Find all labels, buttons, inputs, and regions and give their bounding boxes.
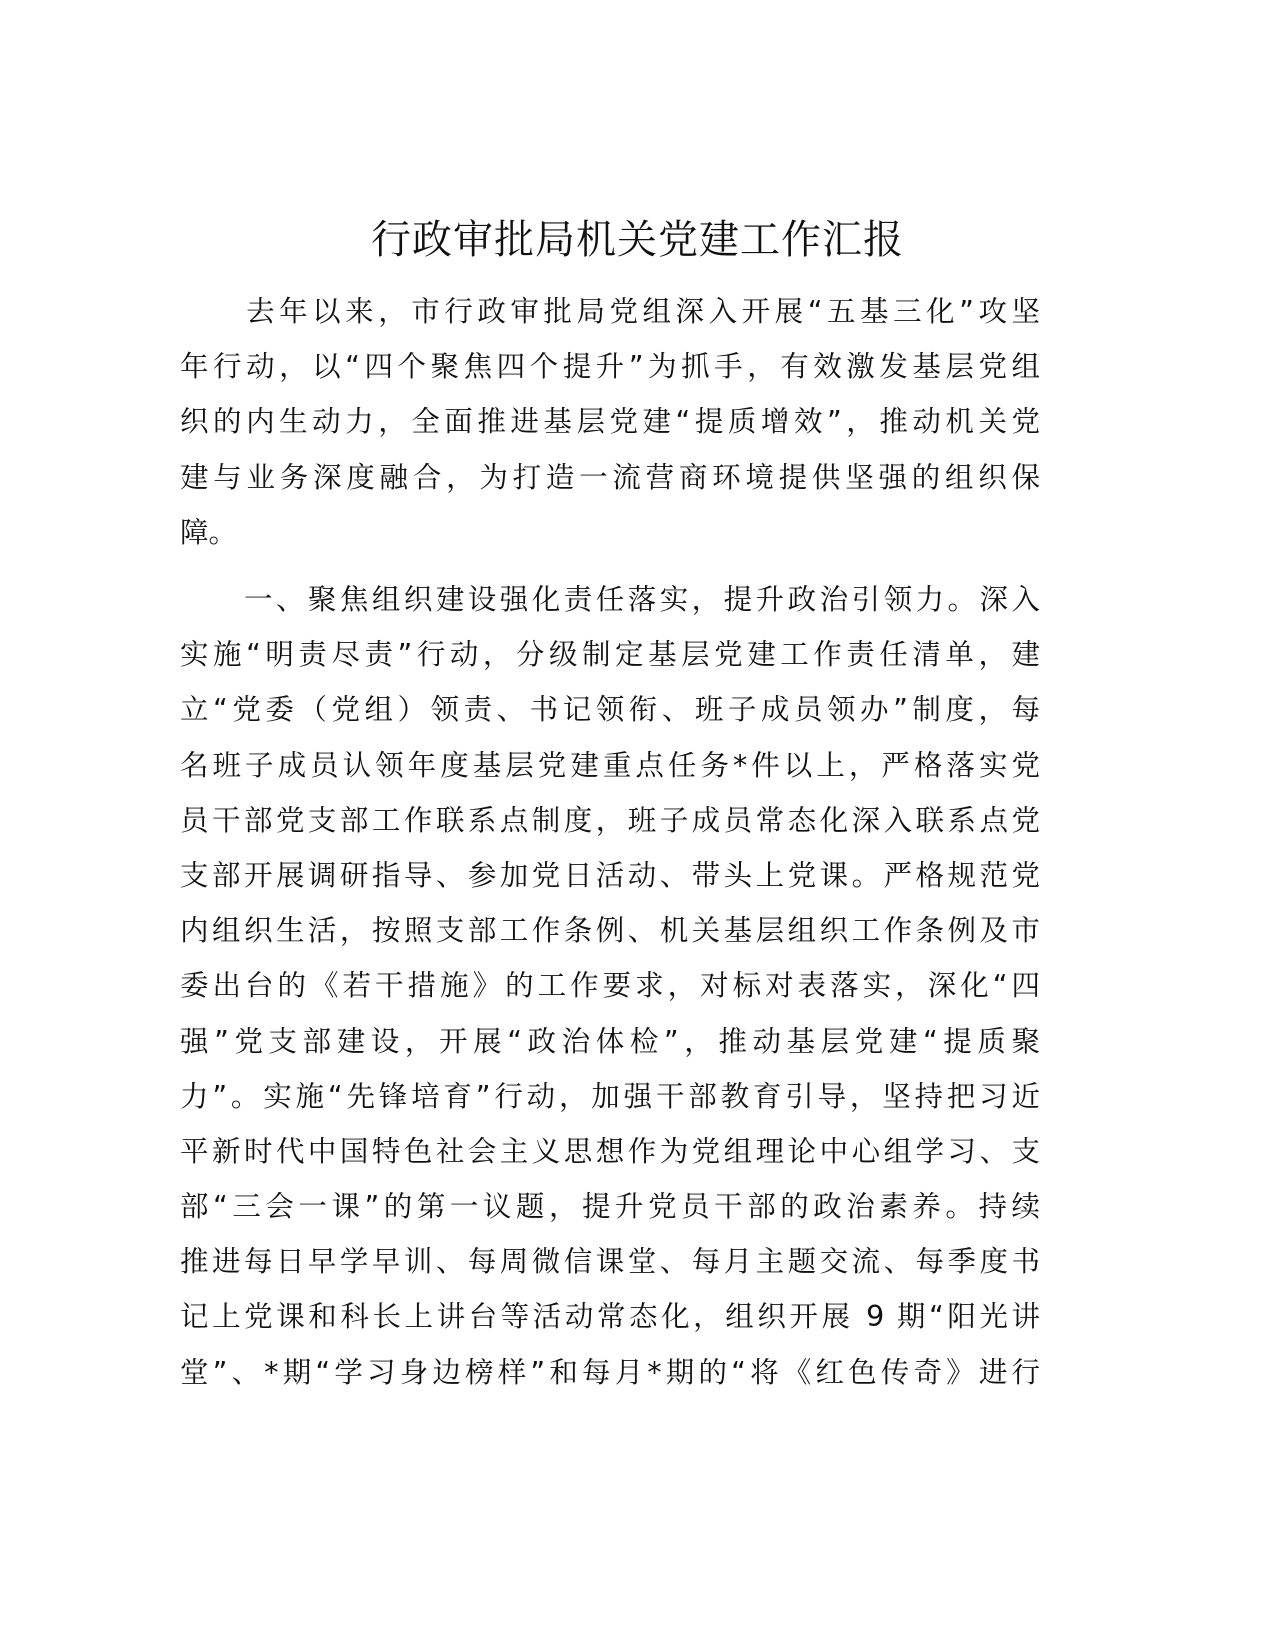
text-line: 堂”、*期“学习身边榜样”和每月*期的“将《红色传奇》进行	[180, 1355, 1040, 1389]
text-line: 力”。实施“先锋培育”行动，加强干部教育引导，坚持把习近	[180, 1079, 1040, 1113]
text-line: 障。	[180, 515, 238, 549]
text-line: 委出台的《若干措施》的工作要求，对标对表落实，深化“四	[180, 969, 1040, 1003]
text-line: 实施“明责尽责”行动，分级制定基层党建工作责任清单，建	[180, 638, 1040, 672]
text-line: 记上党课和科长上讲台等活动常态化，组织开展 9 期“阳光讲	[180, 1300, 1040, 1334]
text-line: 一、聚焦组织建设强化责任落实，提升政治引领力。深入	[180, 583, 1040, 616]
text-line: 内组织生活，按照支部工作条例、机关基层组织工作条例及市	[180, 914, 1040, 948]
text-line: 织的内生动力，全面推进基层党建“提质增效”，推动机关党	[180, 405, 1040, 439]
text-line: 部“三会一课”的第一议题，提升党员干部的政治素养。持续	[180, 1190, 1040, 1224]
paragraph-section-1	[180, 572, 1040, 1400]
text-line: 立“党委（党组）领责、书记领衔、班子成员领办”制度，每	[180, 693, 1040, 727]
text-line: 名班子成员认领年度基层党建重点任务*件以上，严格落实党	[180, 748, 1040, 782]
text-line: 平新时代中国特色社会主义思想作为党组理论中心组学习、支	[180, 1134, 1040, 1168]
text-line: 支部开展调研指导、参加党日活动、带头上党课。严格规范党	[180, 858, 1040, 892]
text-line: 推进每日早学早训、每周微信课堂、每月主题交流、每季度书	[180, 1245, 1040, 1279]
text-line: 去年以来，市行政审批局党组深入开展“五基三化”攻坚	[180, 295, 1040, 328]
text-line: 建与业务深度融合，为打造一流营商环境提供坚强的组织保	[180, 460, 1040, 494]
text-line: 强”党支部建设，开展“政治体检”，推动基层党建“提质聚	[180, 1024, 1040, 1058]
text-line: 年行动，以“四个聚焦四个提升”为抓手，有效激发基层党组	[180, 350, 1040, 384]
text-line: 员干部党支部工作联系点制度，班子成员常态化深入联系点党	[180, 803, 1040, 837]
paragraph-intro	[180, 284, 1040, 560]
document-title: 行政审批局机关党建工作汇报	[371, 217, 904, 263]
